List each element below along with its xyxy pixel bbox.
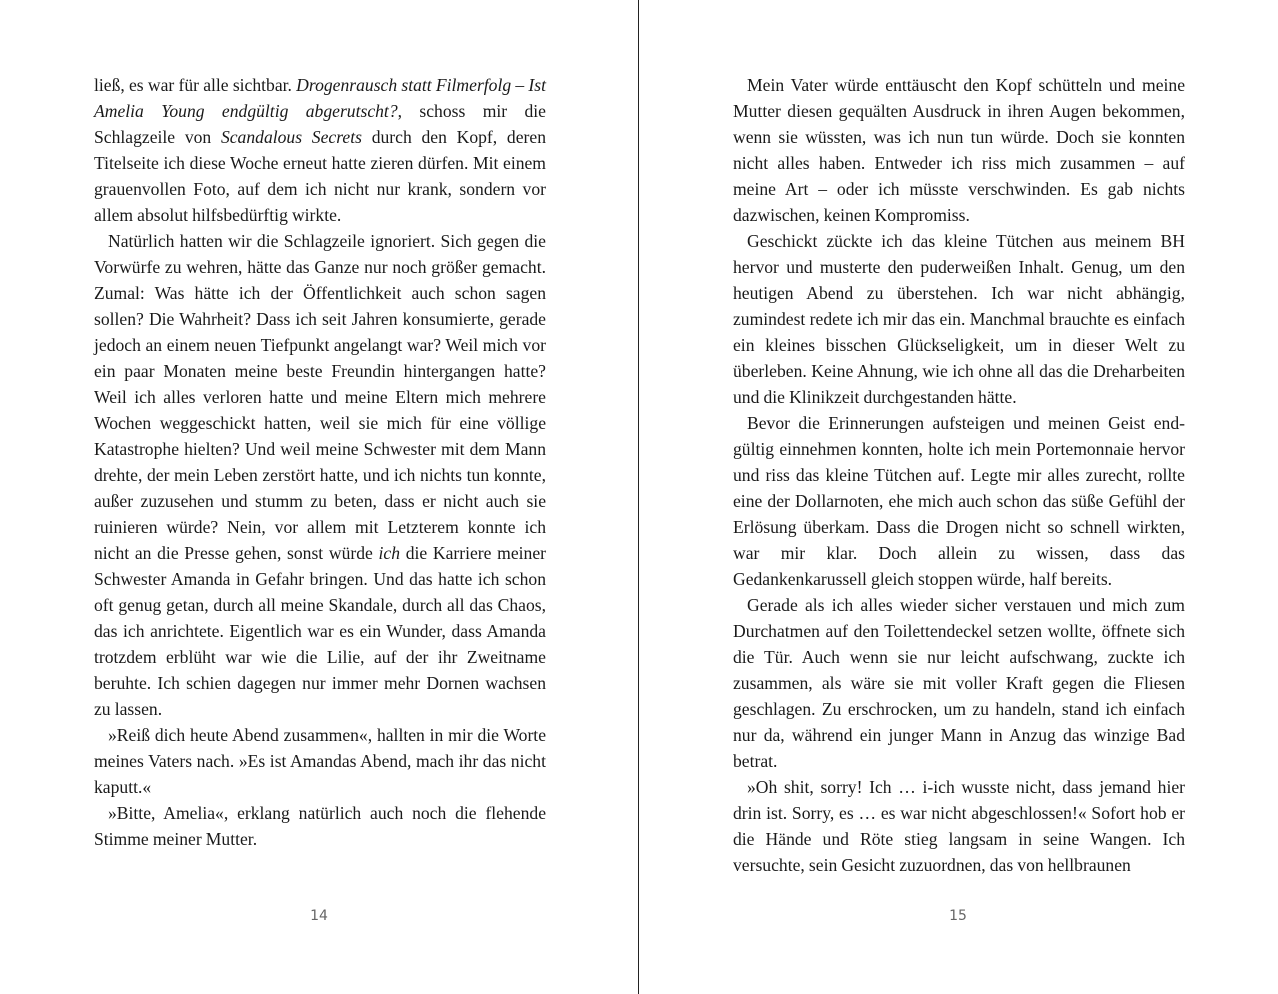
italic-text: Drogenrausch statt Filmerfolg – Ist Amelia Young endgültig abgerutscht?	[94, 75, 546, 121]
right-page	[733, 72, 1185, 878]
italic-text: ich	[378, 543, 401, 563]
paragraph	[733, 592, 1185, 774]
text-run: »Oh shit, sorry! Ich … i-ich wusste nicht, dass jemand hier drin ist. Sorry, es … es war nicht abgeschlossen!« Sofort hob er die Hände und Röte stieg langsam in seine Wangen. Ich versuchte, sein Gesicht zuzuordnen, das von hellbraunen	[733, 777, 1185, 875]
italic-text: Scandalous Secrets	[220, 127, 362, 147]
paragraph	[94, 72, 546, 228]
text-run: Natürlich hatten wir die Schlagzeile ignoriert. Sich gegen die Vorwürfe zu wehren, hätte das Ganze nur noch größer gemacht. Zumal: Was hätte ich der Öffentlichkeit auch schon sagen sollen? Die Wahrheit? Dass ich seit Jahren konsumierte, gerade jedoch an einem neuen Tiefpunkt angelangt war? Weil mich vor ein paar Monaten meine beste Freundin hintergangen hatte? Weil ich alles verloren hatte und meine Eltern mich mehrere Wochen weggeschickt hatten, weil sie mich für eine völlige Katastrophe hielten? Und weil meine Schwester mit dem Mann drehte, der mein Leben zerstört hatte, und ich nichts tun konnte, außer zuzusehen und stumm zu beten, dass er nicht auch sie ruinieren würde? Nein, vor allem mit Letzterem konnte ich nicht an die Presse gehen, sonst würde	[94, 231, 546, 563]
paragraph	[733, 410, 1185, 592]
page-gutter	[638, 0, 639, 994]
text-run: »Bitte, Amelia«, erklang natürlich auch noch die flehende Stimme meiner Mutter.	[94, 803, 546, 849]
text-run: Bevor die Erinnerungen aufsteigen und meinen Geist endgültig einnehmen konnten, holte ich mein Portemonnaie hervor und riss das kleine Tütchen auf. Legte mir alles zurecht, rollte eine der Dollarnoten, ehe mich auch schon das süße Gefühl der Erlösung überkam. Dass die Drogen nicht so schnell wirkten, war mir klar. Doch allein zu wissen, dass das Gedankenkarussell gleich stoppen würde, half bereits.	[733, 413, 1185, 589]
paragraph	[733, 72, 1185, 228]
text-run: Geschickt zückte ich das kleine Tütchen aus meinem BH hervor und musterte den puderweißen Inhalt. Genug, um den heutigen Abend zu überstehen. Ich war nicht abhängig, zumindest redete ich mir das ein. Manchmal brauchte es einfach ein kleines bisschen Glückseligkeit, um in dieser Welt zu überleben. Keine Ahnung, wie ich ohne all das die Dreharbeiten und die Klinikzeit durchgestanden hätte.	[733, 231, 1185, 407]
page-number-right: 15	[949, 908, 967, 924]
text-run: Mein Vater würde enttäuscht den Kopf schütteln und meine Mutter diesen gequälten Ausdruck in ihren Augen bekommen, wenn sie wüssten, was ich nun tun würde. Doch sie konnten nicht alles haben. Entweder ich riss mich zusammen – auf meine Art – oder ich müsste verschwinden. Es gab nichts dazwischen, keinen Kompromiss.	[733, 75, 1185, 225]
text-run: Gerade als ich alles wieder sicher verstauen und mich zum Durchatmen auf den Toilettendeckel setzen wollte, öffnete sich die Tür. Auch wenn sie nur leicht aufschwang, zuckte ich zusammen, als wäre sie mit voller Kraft gegen die Fliesen geschlagen. Zu erschrocken, um zu handeln, stand ich einfach nur da, während ein junger Mann in Anzug das winzige Bad betrat.	[733, 595, 1185, 771]
text-run: die Karriere meiner Schwester Amanda in Gefahr bringen. Und das hatte ich schon oft genug getan, durch all meine Skandale, durch all das Chaos, das ich anrichtete. Eigentlich war es ein Wunder, dass Amanda trotzdem erblüht war wie die Lilie, auf der ihr Zweitname beruhte. Ich schien dagegen nur immer mehr Dornen wachsen zu lassen.	[94, 543, 546, 719]
paragraph	[94, 228, 546, 722]
text-run: , schoss mir die Schlagzeile von	[94, 101, 546, 147]
paragraph	[733, 228, 1185, 410]
page-number-left: 14	[310, 908, 328, 924]
paragraph	[733, 774, 1185, 878]
left-page	[94, 72, 546, 852]
text-run: durch den Kopf, deren Titelseite ich diese Woche erneut hatte zieren dürfen. Mit einem grauenvollen Foto, auf dem ich nicht nur krank, sondern vor allem absolut hilfsbedürftig wirkte.	[94, 127, 546, 225]
text-run: »Reiß dich heute Abend zusammen«, hallten in mir die Worte meines Vaters nach. »Es ist Amandas Abend, mach ihr das nicht kaputt.«	[94, 725, 546, 797]
paragraph	[94, 722, 546, 800]
text-run: ließ, es war für alle sichtbar.	[94, 75, 297, 95]
paragraph	[94, 800, 546, 852]
